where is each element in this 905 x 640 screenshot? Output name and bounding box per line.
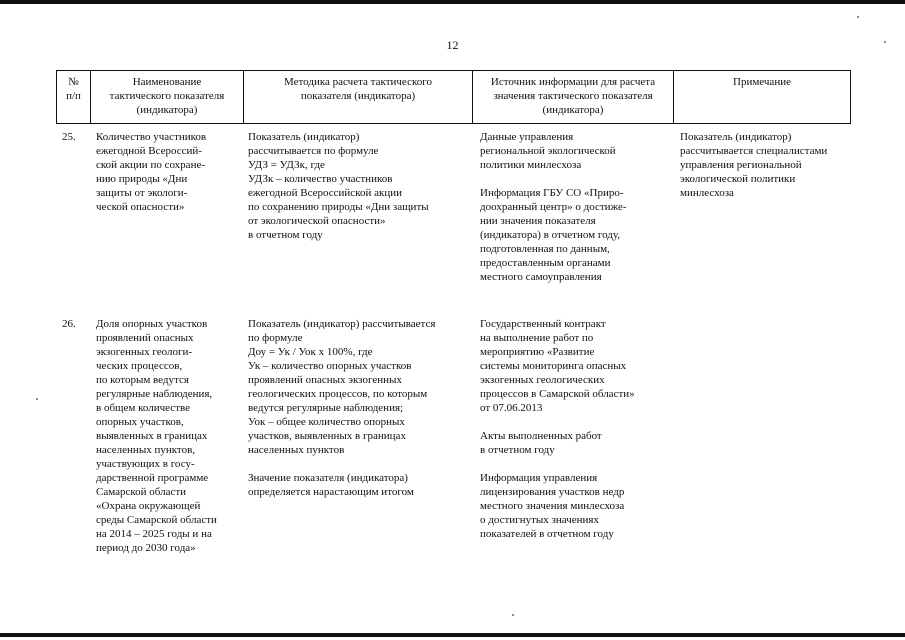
scan-top-border — [0, 0, 905, 4]
page-number: 12 — [446, 38, 459, 52]
header-divider-5 — [850, 70, 851, 124]
table-top-rule — [56, 70, 851, 71]
row-25-number: 25. — [62, 131, 76, 143]
row-25-note: Показатель (индикатор) рассчитывается специалистами управления региональной экологической политики минлесхоза — [680, 131, 828, 199]
header-note: Примечание — [733, 76, 791, 88]
scan-speck — [512, 614, 514, 616]
row-26-calculation-method: Показатель (индикатор) рассчитывается по формуле Доу = Ук / Уок х 100%, где Ук – количество опорных участков проявлений опасных экзогенных геологических процессов, по которым ведутся регулярные наблюдения; Уок – общее количество опорных участков, выявленных в границах населенных пунктов Значение показателя (индикатора) определяется нарастающим итогом — [248, 318, 436, 498]
scan-speck — [857, 16, 859, 18]
scan-bottom-border — [0, 633, 905, 637]
row-26-indicator-name: Доля опорных участков проявлений опасных экзогенных геологи- ческих процессов, по которым ведутся регулярные наблюдения, в общем количестве опорных участков, выявленных в границах населенных пунктов, участвующих в госу- дарственной программе Самарской области «Охрана окружающей среды Самарской области на 2014 – 2025 годы и на период до 2030 года» — [96, 318, 217, 554]
row-25-information-source: Данные управления региональной экологической политики минлесхоза Информация ГБУ СО «Приро- доохранный центр» о достиже- нии значения показателя (индикатора) в отчетном году, подготовленная по данным, предоставленным органами местного самоуправления — [480, 131, 627, 283]
row-25-indicator-name: Количество участников ежегодной Всероссий- ской акции по сохране- нию природы «Дни защиты от экологи- ческой опасности» — [96, 131, 207, 213]
header-calculation-method: Методика расчета тактического показателя (индикатора) — [283, 76, 432, 102]
scan-speck — [36, 398, 38, 400]
row-25-calculation-method: Показатель (индикатор) рассчитывается по формуле УДЗ = УДЗк, где УДЗк – количество участников ежегодной Всероссийской акции по сохранению природы «Дни защиты от экологической опасности» в отчетном году — [248, 131, 429, 241]
row-26-number: 26. — [62, 318, 76, 330]
table-header-bottom-rule — [56, 123, 851, 124]
header-indicator-name: Наименование тактического показателя (индикатора) — [109, 76, 225, 116]
header-number: № п/п — [66, 76, 81, 102]
scan-speck — [884, 41, 886, 43]
header-information-source: Источник информации для расчета значения тактического показателя (индикатора) — [490, 76, 656, 116]
row-26-information-source: Государственный контракт на выполнение работ по мероприятию «Развитие системы мониторинга опасных экзогенных геологических процессов в Самарской области» от 07.06.2013 Акты выполненных работ в отчетном году Информация управления лицензирования участков недр местного значения минлесхоза о достигнутых значениях показателей в отчетном году — [480, 318, 635, 540]
